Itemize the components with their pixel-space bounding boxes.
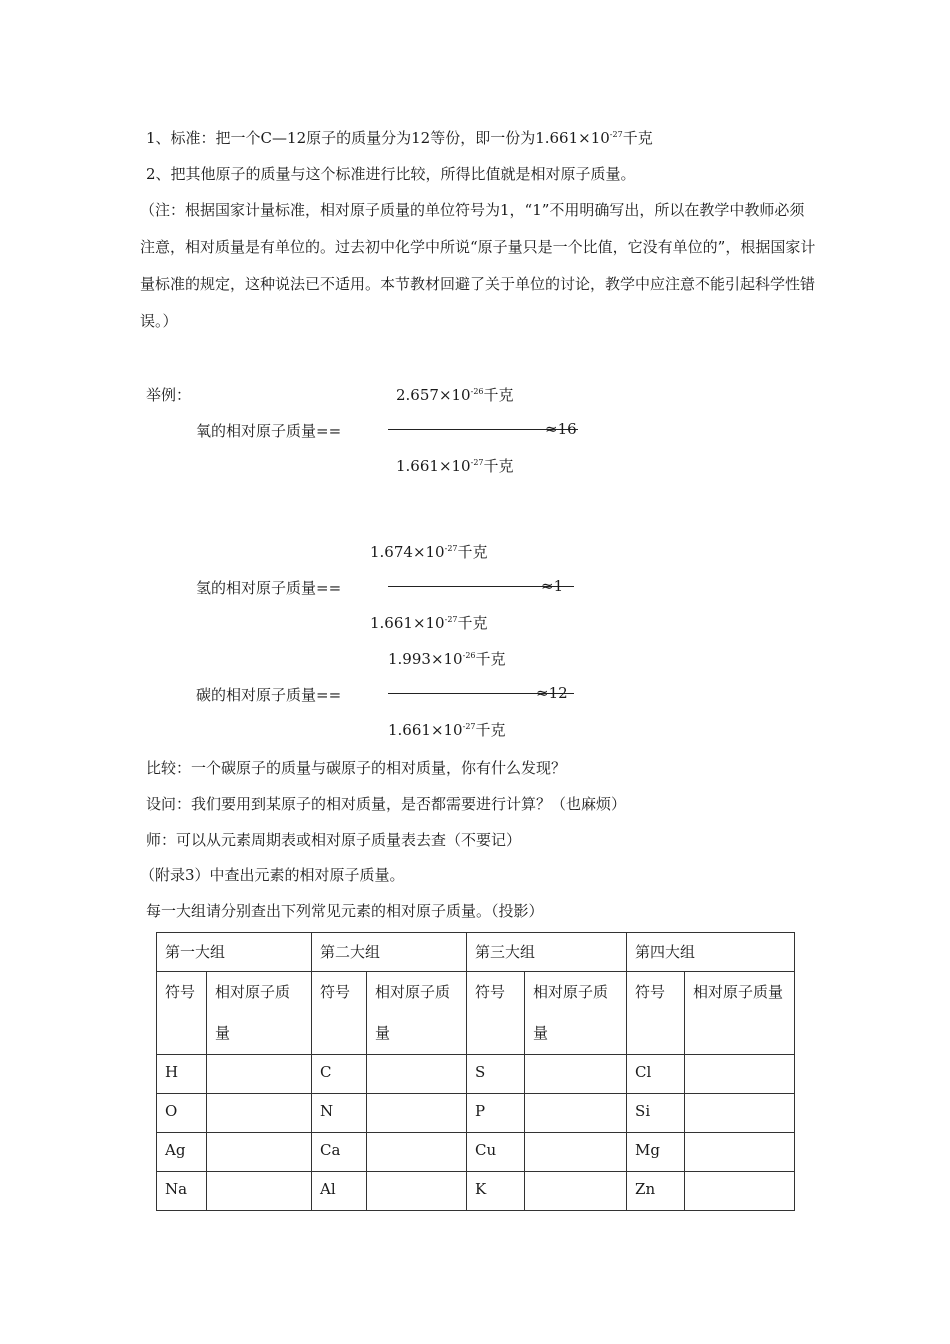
- hydrogen-result: ≈1: [541, 577, 564, 595]
- hydrogen-numerator-unit: 千克: [457, 543, 488, 561]
- mass-cell[interactable]: [207, 1094, 312, 1133]
- mass-cell[interactable]: [367, 1172, 467, 1211]
- hydrogen-numerator: [370, 541, 488, 562]
- carbon-numerator: [388, 648, 506, 669]
- group-header: 第三大组: [467, 933, 627, 972]
- symbol-col-header: 符号: [627, 972, 685, 1055]
- carbon-result: ≈12: [536, 684, 568, 702]
- mass-cell[interactable]: [367, 1055, 467, 1094]
- mass-col-header: 相对原子质量: [525, 972, 627, 1055]
- group-header: 第二大组: [312, 933, 467, 972]
- standard-line: [146, 127, 653, 148]
- element-symbol: Al: [312, 1172, 367, 1211]
- oxygen-result: ≈16: [545, 420, 577, 438]
- oxygen-denominator: [396, 455, 514, 476]
- table-subheader-row: [157, 972, 795, 1055]
- oxygen-numerator-value: 2.657×10: [396, 386, 471, 404]
- carbon-denominator-unit: 千克: [475, 721, 506, 739]
- hydrogen-denominator-exponent: -27: [444, 615, 458, 624]
- element-symbol: Zn: [627, 1172, 685, 1211]
- table-row: [157, 1094, 795, 1133]
- table-row: [157, 1172, 795, 1211]
- mass-col-header: 相对原子质量: [685, 972, 795, 1055]
- table-header-row: [157, 933, 795, 972]
- element-symbol: Cu: [467, 1133, 525, 1172]
- element-symbol: Cl: [627, 1055, 685, 1094]
- hydrogen-numerator-exponent: -27: [444, 544, 458, 553]
- mass-cell[interactable]: [525, 1133, 627, 1172]
- hydrogen-label: 氢的相对原子质量==: [196, 579, 342, 597]
- oxygen-numerator: [396, 384, 514, 405]
- task-line: 每一大组请分别查出下列常见元素的相对原子质量。（投影）: [146, 902, 544, 920]
- element-symbol: Ca: [312, 1133, 367, 1172]
- mass-cell[interactable]: [367, 1133, 467, 1172]
- element-symbol: Ag: [157, 1133, 207, 1172]
- inquiry-question: 设问：我们要用到某原子的相对质量，是否都需要进行计算？（也麻烦）: [146, 795, 627, 813]
- standard-exponent: -27: [609, 130, 623, 139]
- standard-unit: 千克: [622, 129, 653, 147]
- compare-rule-line: 2、把其他原子的质量与这个标准进行比较，所得比值就是相对原子质量。: [146, 165, 636, 183]
- oxygen-denominator-unit: 千克: [483, 457, 514, 475]
- mass-cell[interactable]: [207, 1055, 312, 1094]
- mass-col-header: 相对原子质量: [367, 972, 467, 1055]
- example-label: 举例：: [146, 386, 192, 404]
- element-symbol: Si: [627, 1094, 685, 1133]
- hydrogen-denominator-unit: 千克: [457, 614, 488, 632]
- element-symbol: Na: [157, 1172, 207, 1211]
- mass-col-header: 相对原子质量: [207, 972, 312, 1055]
- mass-cell[interactable]: [207, 1133, 312, 1172]
- mass-cell[interactable]: [207, 1172, 312, 1211]
- mass-cell[interactable]: [685, 1055, 795, 1094]
- mass-cell[interactable]: [525, 1172, 627, 1211]
- element-symbol: C: [312, 1055, 367, 1094]
- element-symbol: K: [467, 1172, 525, 1211]
- symbol-col-header: 符号: [467, 972, 525, 1055]
- mass-cell[interactable]: [525, 1055, 627, 1094]
- carbon-denominator: [388, 719, 506, 740]
- carbon-denominator-value: 1.661×10: [388, 721, 463, 739]
- appendix-line: （附录3）中查出元素的相对原子质量。: [140, 866, 405, 884]
- table-row: [157, 1133, 795, 1172]
- mass-cell[interactable]: [525, 1094, 627, 1133]
- carbon-numerator-value: 1.993×10: [388, 650, 463, 668]
- oxygen-numerator-exponent: -26: [470, 387, 484, 396]
- element-symbol: P: [467, 1094, 525, 1133]
- oxygen-numerator-unit: 千克: [483, 386, 514, 404]
- element-symbol: H: [157, 1055, 207, 1094]
- mass-cell[interactable]: [685, 1133, 795, 1172]
- compare-question: 比较：一个碳原子的质量与碳原子的相对质量，你有什么发现？: [146, 759, 567, 777]
- hydrogen-denominator: [370, 612, 488, 633]
- symbol-col-header: 符号: [312, 972, 367, 1055]
- oxygen-denominator-value: 1.661×10: [396, 457, 471, 475]
- teacher-line: 师：可以从元素周期表或相对原子质量表去查（不要记）: [146, 831, 522, 849]
- hydrogen-denominator-value: 1.661×10: [370, 614, 445, 632]
- table-row: [157, 1055, 795, 1094]
- carbon-numerator-exponent: -26: [462, 651, 476, 660]
- element-symbol: S: [467, 1055, 525, 1094]
- group-header: 第一大组: [157, 933, 312, 972]
- oxygen-label: 氧的相对原子质量==: [196, 422, 342, 440]
- symbol-col-header: 符号: [157, 972, 207, 1055]
- carbon-numerator-unit: 千克: [475, 650, 506, 668]
- mass-cell[interactable]: [685, 1094, 795, 1133]
- element-symbol: Mg: [627, 1133, 685, 1172]
- carbon-denominator-exponent: -27: [462, 722, 476, 731]
- mass-cell[interactable]: [367, 1094, 467, 1133]
- standard-text: 1、标准：把一个C—12原子的质量分为12等份，即一份为1.661×10: [146, 129, 610, 147]
- element-symbol: O: [157, 1094, 207, 1133]
- mass-cell[interactable]: [685, 1172, 795, 1211]
- group-header: 第四大组: [627, 933, 795, 972]
- element-mass-table: [156, 932, 795, 1211]
- element-symbol: N: [312, 1094, 367, 1133]
- note-paragraph: （注：根据国家计量标准，相对原子质量的单位符号为1，“1”不用明确写出，所以在教学中教师必须注意，相对质量是有单位的。过去初中化学中所说“原子量只是一个比值，它没有单位的”，根据国家计量标准的规定，这种说法已不适用。本节教材回避了关于单位的讨论，教学中应注意不能引起科学性错误。）: [140, 201, 816, 330]
- hydrogen-numerator-value: 1.674×10: [370, 543, 445, 561]
- carbon-label: 碳的相对原子质量==: [196, 686, 342, 704]
- oxygen-denominator-exponent: -27: [470, 458, 484, 467]
